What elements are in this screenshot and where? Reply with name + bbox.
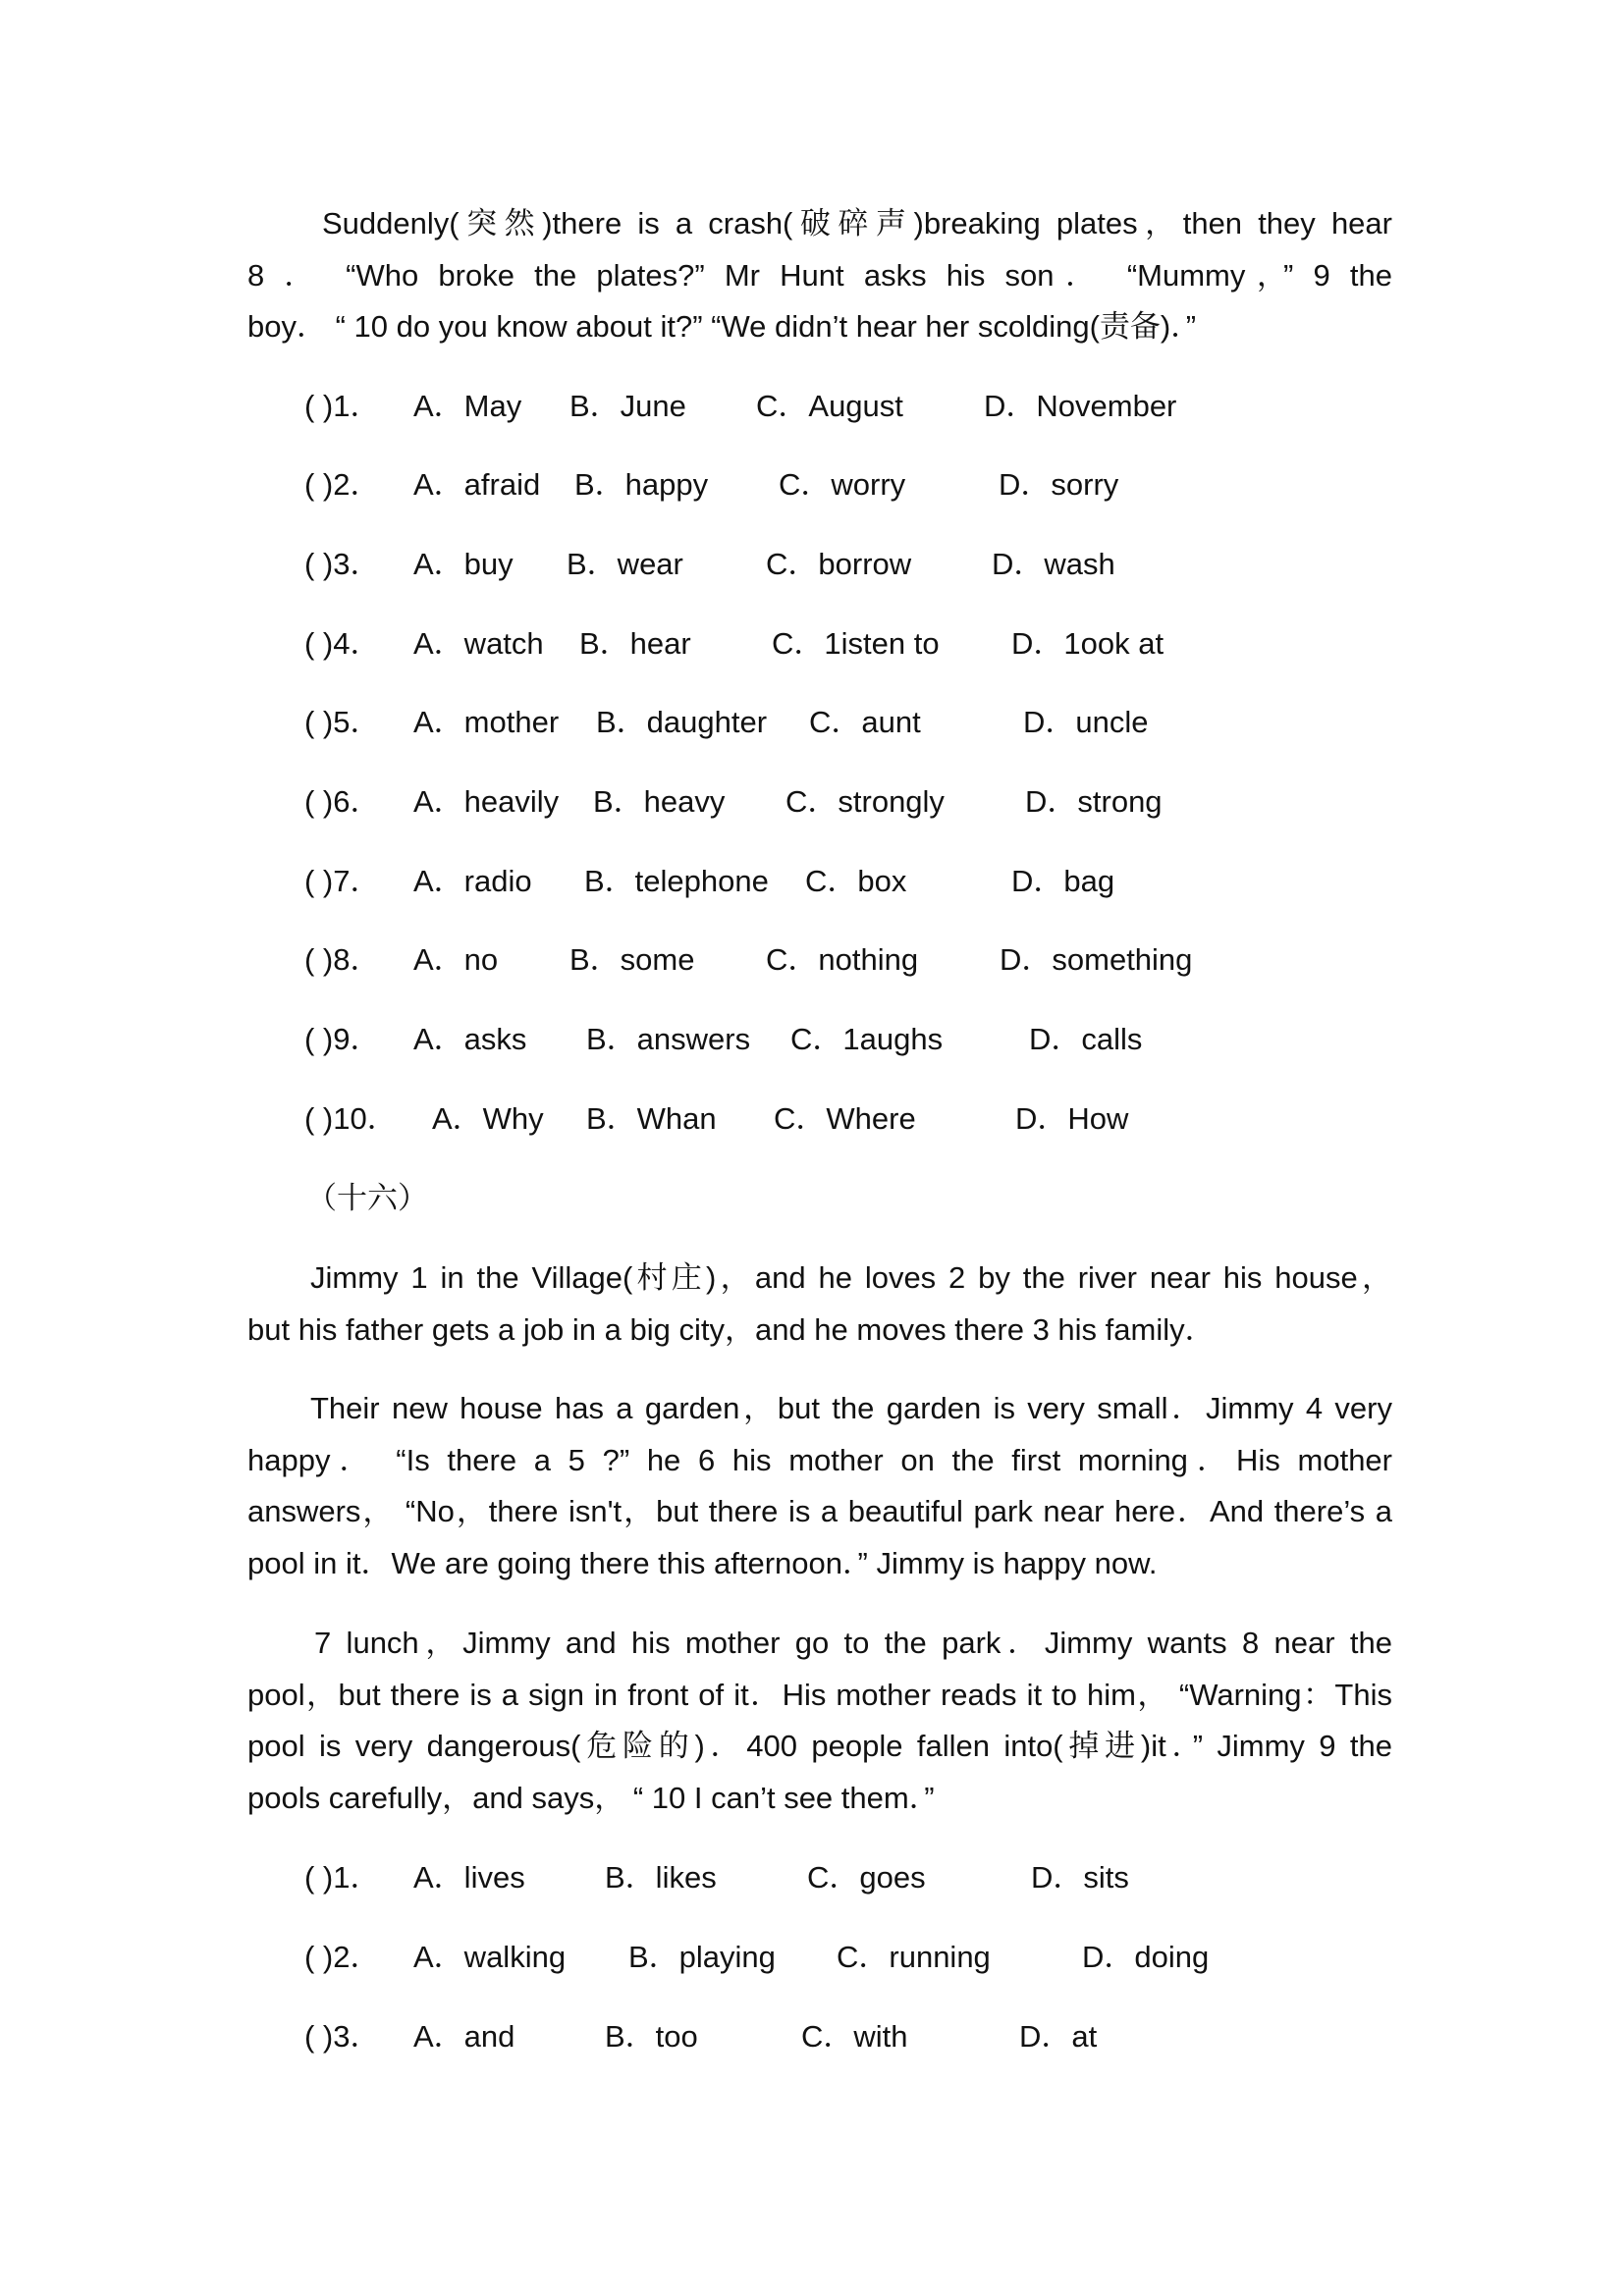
passage-line: pools carefully，and says， “ 10 I can’t see them．”: [247, 1780, 935, 1815]
option-d: D．sits: [1031, 1860, 1129, 1895]
option-b: B．too: [605, 2019, 698, 2054]
question-number: ( )2．: [304, 467, 381, 502]
option-d: D．at: [1019, 2019, 1098, 2054]
option-d: D．something: [1000, 942, 1193, 977]
passage-line: 8 ． “Who broke the plates?” Mr Hunt asks his son． “Mummy，” 9 the: [247, 257, 1392, 293]
passage-line: Suddenly(突然)there is a crash(破碎声)breaking plates，then they hear: [322, 206, 1392, 240]
option-d: D．uncle: [1023, 705, 1149, 739]
option-c: C．borrow: [766, 547, 912, 581]
option-b: B．telephone: [584, 864, 769, 898]
section-heading: （十六）: [306, 1181, 428, 1215]
option-c: C．box: [805, 864, 907, 898]
option-b: B．June: [569, 389, 686, 423]
option-b: B．likes: [605, 1860, 717, 1895]
option-a: A．walking: [413, 1940, 567, 1974]
option-c: C．worry: [779, 467, 906, 502]
option-c: C．1isten to: [772, 626, 940, 661]
question-number: ( )9．: [304, 1022, 381, 1056]
question-number: ( )1．: [304, 1860, 381, 1895]
option-c: C．August: [756, 389, 903, 423]
question-number: ( )3．: [304, 547, 381, 581]
passage-line: Their new house has a garden，but the garden is very small．Jimmy 4 very: [310, 1391, 1392, 1425]
option-a: A．radio: [413, 864, 532, 898]
question-number: ( )5．: [304, 705, 381, 739]
passage-1: [247, 198, 1392, 353]
option-a: A．May: [413, 389, 522, 423]
option-b: B．Whan: [586, 1101, 717, 1136]
option-a: A．buy: [413, 547, 514, 581]
question-number: ( )8．: [304, 942, 381, 977]
option-b: B．heavy: [593, 784, 726, 819]
option-b: B．daughter: [596, 705, 768, 739]
option-b: B．playing: [628, 1940, 776, 1974]
passage-2-paragraph-3: [247, 1618, 1392, 1824]
option-d: D．November: [984, 389, 1177, 423]
passage-line: pool，but there is a sign in front of it．His mother reads it to him， “Warning：This: [247, 1677, 1392, 1712]
option-d: D．doing: [1082, 1940, 1210, 1974]
option-a: A．no: [413, 942, 499, 977]
option-a: A．mother: [413, 705, 560, 739]
option-c: C．1aughs: [790, 1022, 944, 1056]
question-number: ( )2．: [304, 1940, 381, 1974]
passage-line: pool in it．We are going there this afternoon．” Jimmy is happy now.: [247, 1545, 1158, 1580]
question-number: ( )6．: [304, 784, 381, 819]
option-a: A．and: [413, 2019, 515, 2054]
option-a: A．Why: [432, 1101, 544, 1136]
passage-2-paragraph-1: [247, 1253, 1392, 1356]
option-b: B．some: [569, 942, 695, 977]
passage-line: answers， “No，there isn't，but there is a beautiful park near here．And there’s a: [247, 1494, 1392, 1528]
option-c: C．Where: [774, 1101, 916, 1136]
question-number: ( )10．: [304, 1101, 398, 1136]
option-b: B．hear: [579, 626, 691, 661]
option-a: A．asks: [413, 1022, 527, 1056]
option-c: C．running: [837, 1940, 991, 1974]
option-c: C．with: [801, 2019, 908, 2054]
option-d: D．strong: [1025, 784, 1163, 819]
option-a: A．afraid: [413, 467, 541, 502]
option-b: B．happy: [574, 467, 709, 502]
option-a: A．heavily: [413, 784, 560, 819]
option-a: A．watch: [413, 626, 544, 661]
passage-line: boy． “ 10 do you know about it?” “We didn’t hear her scolding(责备)．”: [247, 309, 1197, 344]
option-d: D．How: [1015, 1101, 1129, 1136]
option-d: D．calls: [1029, 1022, 1143, 1056]
option-a: A．lives: [413, 1860, 525, 1895]
question-number: ( )3．: [304, 2019, 381, 2054]
option-c: C．nothing: [766, 942, 919, 977]
question-number: ( )7．: [304, 864, 381, 898]
option-d: D．wash: [992, 547, 1115, 581]
option-b: B．wear: [567, 547, 683, 581]
option-b: B．answers: [586, 1022, 751, 1056]
option-d: D．sorry: [999, 467, 1119, 502]
passage-line: Jimmy 1 in the Village(村庄)，and he loves 2 by the river near his house，: [310, 1260, 1392, 1295]
question-number: ( )4．: [304, 626, 381, 661]
option-d: D．bag: [1011, 864, 1115, 898]
option-c: C．aunt: [809, 705, 921, 739]
passage-line: 7 lunch，Jimmy and his mother go to the park．Jimmy wants 8 near the: [314, 1626, 1392, 1660]
option-c: C．strongly: [785, 784, 945, 819]
passage-line: but his father gets a job in a big city，and he moves there 3 his family．: [247, 1311, 1216, 1347]
passage-2-paragraph-2: [247, 1383, 1392, 1589]
passage-line: happy． “Is there a 5 ?” he 6 his mother on the first morning．His mother: [247, 1442, 1392, 1477]
option-d: D．1ook at: [1011, 626, 1164, 661]
option-c: C．goes: [807, 1860, 926, 1895]
question-number: ( )1．: [304, 389, 381, 423]
passage-line: pool is very dangerous(危险的)．400 people fallen into(掉进)it．” Jimmy 9 the: [247, 1729, 1392, 1763]
